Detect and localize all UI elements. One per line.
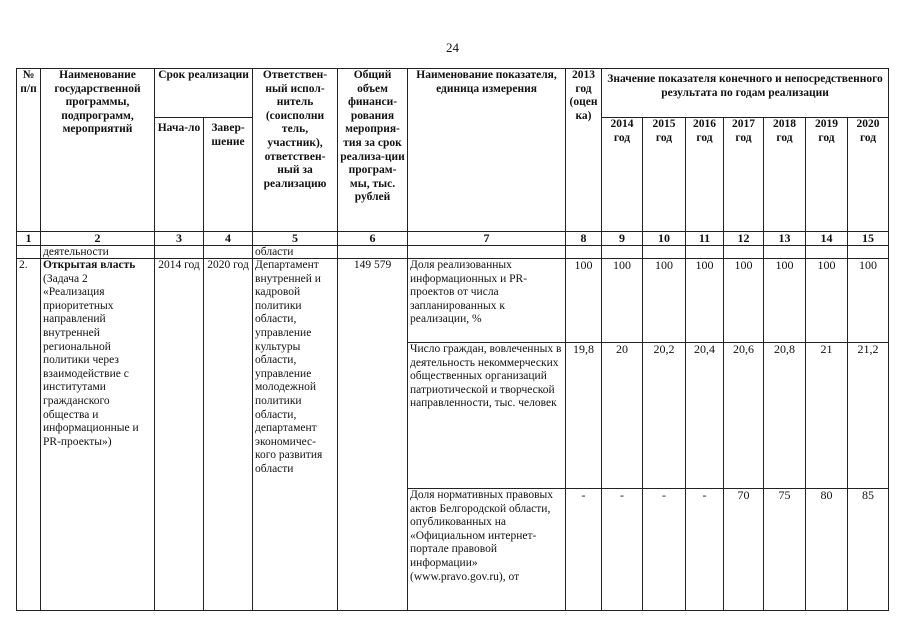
continuation-row: [17, 246, 889, 259]
program-name-bold: Открытая власть: [43, 259, 136, 271]
indicator-value: 100: [848, 259, 889, 343]
header-year-2014: 2014 год: [602, 118, 643, 232]
header-num: № п/п: [17, 69, 41, 232]
indicator-value: 70: [724, 489, 764, 611]
indicator-value: 100: [806, 259, 848, 343]
program-table: [16, 68, 889, 611]
continuation-name: деятельности: [41, 246, 155, 259]
indicator-value: 21,2: [848, 343, 889, 489]
column-numbers-row: [17, 232, 889, 246]
colnum: 15: [848, 232, 889, 246]
header-year-2020: 2020 год: [848, 118, 889, 232]
table-row: [17, 259, 889, 343]
responsible: Департамент внутренней и кадровой политики области, управление культуры области, управление молодежной политики области, департамент экономичес-кого развития области: [253, 259, 338, 611]
indicator-value: 100: [686, 259, 724, 343]
indicator-value: -: [686, 489, 724, 611]
colnum: 7: [408, 232, 566, 246]
indicator-value: 20: [602, 343, 643, 489]
indicator-name: Доля нормативных правовых актов Белгородской области, опубликованных на «Официальном интернет-портале правовой информации» (www.pravo.gov.ru), от: [408, 489, 566, 611]
indicator-value: -: [602, 489, 643, 611]
indicator-value: 20,4: [686, 343, 724, 489]
indicator-value: 100: [724, 259, 764, 343]
header-year-2018: 2018 год: [764, 118, 806, 232]
header-responsible: Ответствен-ный испол-нитель (соисполни тель, участник), ответствен-ный за реализацию: [253, 69, 338, 232]
indicator-value: 75: [764, 489, 806, 611]
indicator-name: Число граждан, вовлеченных в деятельность некоммерческих общественных организаций патриотической и творческой направленности, тыс. человек: [408, 343, 566, 489]
page-number: 24: [446, 40, 459, 55]
header-term: Срок реализации: [155, 69, 253, 118]
header-end: Завер-шение: [204, 118, 253, 232]
header-year-2016: 2016 год: [686, 118, 724, 232]
colnum: 5: [253, 232, 338, 246]
indicator-value: 100: [566, 259, 602, 343]
indicator-value: 20,6: [724, 343, 764, 489]
header-indicator: Наименование показателя, единица измерения: [408, 69, 566, 232]
start-year: 2014 год: [155, 259, 204, 611]
colnum: 10: [643, 232, 686, 246]
colnum: 9: [602, 232, 643, 246]
indicator-value: 100: [602, 259, 643, 343]
row-num: 2.: [17, 259, 41, 611]
header-2013: 2013 год (оцен ка): [566, 69, 602, 232]
indicator-value: 100: [764, 259, 806, 343]
header-values: Значение показателя конечного и непосредственного результата по годам реализации: [602, 69, 889, 118]
indicator-value: 20,2: [643, 343, 686, 489]
program-name-rest: (Задача 2 «Реализация приоритетных направлений внутренней региональной политики через взаимодействие с институтами гражданского общества и информационные и PR-проекты»): [43, 272, 139, 448]
header-row-1: [17, 69, 889, 118]
header-year-2017: 2017 год: [724, 118, 764, 232]
colnum: 1: [17, 232, 41, 246]
colnum: 11: [686, 232, 724, 246]
indicator-value: 85: [848, 489, 889, 611]
colnum: 6: [338, 232, 408, 246]
colnum: 12: [724, 232, 764, 246]
colnum: 3: [155, 232, 204, 246]
indicator-name: Доля реализованных информационных и PR-проектов от числа запланированных к реализации, %: [408, 259, 566, 343]
header-year-2019: 2019 год: [806, 118, 848, 232]
indicator-value: 19,8: [566, 343, 602, 489]
indicator-value: -: [643, 489, 686, 611]
colnum: 14: [806, 232, 848, 246]
indicator-value: 100: [643, 259, 686, 343]
colnum: 4: [204, 232, 253, 246]
header-start: Нача-ло: [155, 118, 204, 232]
header-name: Наименование государственной программы, подпрограмм, мероприятий: [41, 69, 155, 232]
indicator-value: 20,8: [764, 343, 806, 489]
funding-volume: 149 579: [338, 259, 408, 611]
indicator-value: -: [566, 489, 602, 611]
colnum: 2: [41, 232, 155, 246]
indicator-value: 21: [806, 343, 848, 489]
indicator-value: 80: [806, 489, 848, 611]
header-volume: Общий объем финанси-рования мероприя-тия за срок реализа-ции програм-мы, тыс. рублей: [338, 69, 408, 232]
colnum: 8: [566, 232, 602, 246]
end-year: 2020 год: [204, 259, 253, 611]
colnum: 13: [764, 232, 806, 246]
header-year-2015: 2015 год: [643, 118, 686, 232]
program-name: [41, 259, 155, 611]
continuation-responsible: области: [253, 246, 338, 259]
